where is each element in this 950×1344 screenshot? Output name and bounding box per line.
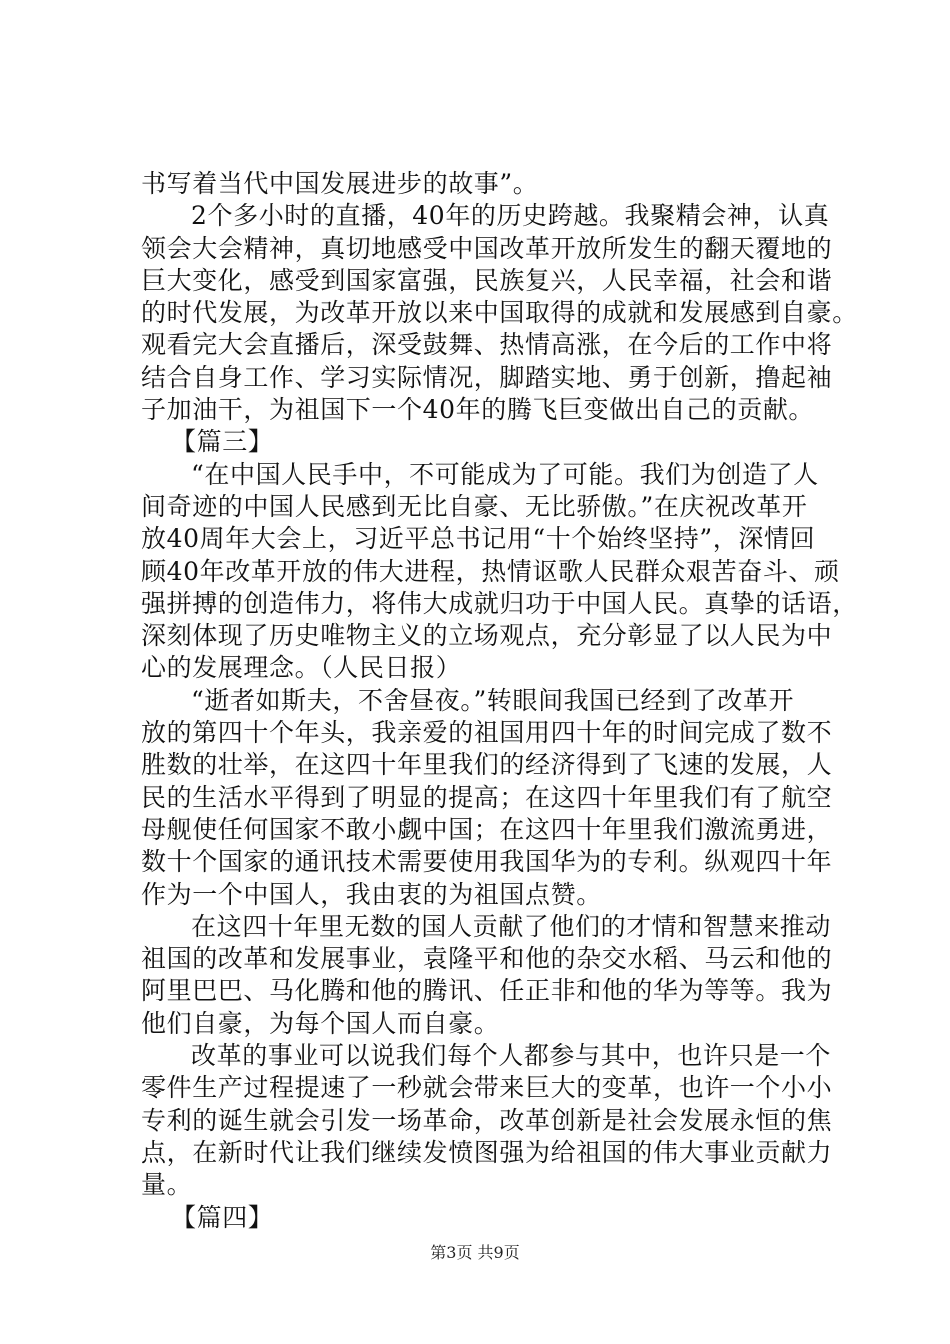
section-heading: 【篇三】 xyxy=(171,427,274,457)
text-line: 改革的事业可以说我们每个人都参与其中，也许只是一个 xyxy=(191,1041,832,1071)
text-line: 书写着当代中国发展进步的故事”。 xyxy=(141,169,539,198)
text-line: 强拼搏的创造伟力，将伟大成就归功于中国人民。真挚的话语， xyxy=(141,588,858,618)
text-line: 的时代发展，为改革开放以来中国取得的成就和发展感到自豪。 xyxy=(141,298,858,328)
text-line: 深刻体现了历史唯物主义的立场观点，充分彰显了以人民为中 xyxy=(141,621,833,651)
text-line: 作为一个中国人，我由衷的为祖国点赞。 xyxy=(141,879,602,909)
text-line: 量。 xyxy=(141,1170,193,1200)
text-line: 间奇迹的中国人民感到无比自豪、无比骄傲。”在庆祝改革开 xyxy=(141,491,808,521)
text-line: 点，在新时代让我们继续发愤图强为给祖国的伟大事业贡献力 xyxy=(141,1137,833,1167)
text-line: “逝者如斯夫，不舍昼夜。”转眼间我国已经到了改革开 xyxy=(191,685,795,715)
page-footer: 第3页 共9页 xyxy=(430,1243,520,1262)
text-line: 民的生活水平得到了明显的提高；在这四十年里我们有了航空 xyxy=(141,782,833,812)
text-line: 领会大会精神，真切地感受中国改革开放所发生的翻天覆地的 xyxy=(141,233,833,263)
text-line: 结合自身工作、学习实际情况，脚踏实地、勇于创新，撸起袖 xyxy=(141,362,833,392)
text-line: 阿里巴巴、马化腾和他的腾讯、任正非和他的华为等等。我为 xyxy=(141,976,833,1006)
text-line: 在这四十年里无数的国人贡献了他们的才情和智慧来推动 xyxy=(191,911,832,941)
text-line: 顾40年改革开放的伟大进程，热情讴歌人民群众艰苦奋斗、顽 xyxy=(141,556,840,586)
text-line: “在中国人民手中，不可能成为了可能。我们为创造了人 xyxy=(191,459,819,489)
document-body xyxy=(141,168,858,1234)
text-line: 专利的诞生就会引发一场革命，改革创新是社会发展永恒的焦 xyxy=(141,1105,833,1135)
text-line: 心的发展理念。（人民日报） xyxy=(141,653,462,683)
text-line: 母舰使任何国家不敢小觑中国；在这四十年里我们激流勇进， xyxy=(141,814,833,844)
text-line: 他们自豪，为每个国人而自豪。 xyxy=(141,1008,500,1038)
text-line: 2个多小时的直播，40年的历史跨越。我聚精会神，认真 xyxy=(191,201,830,231)
text-line: 数十个国家的通讯技术需要使用我国华为的专利。纵观四十年 xyxy=(141,847,833,877)
text-line: 祖国的改革和发展事业，袁隆平和他的杂交水稻、马云和他的 xyxy=(141,944,833,974)
text-line: 放40周年大会上，习近平总书记用“十个始终坚持”，深情回 xyxy=(141,524,816,554)
text-line: 巨大变化，感受到国家富强，民族复兴，人民幸福，社会和谐 xyxy=(141,265,833,295)
text-line: 放的第四十个年头，我亲爱的祖国用四十年的时间完成了数不 xyxy=(141,718,833,748)
text-line: 胜数的壮举，在这四十年里我们的经济得到了飞速的发展，人 xyxy=(141,750,833,780)
section-heading: 【篇四】 xyxy=(171,1202,274,1232)
text-line: 观看完大会直播后，深受鼓舞、热情高涨，在今后的工作中将 xyxy=(141,330,833,360)
text-line: 子加油干，为祖国下一个40年的腾飞巨变做出自己的贡献。 xyxy=(141,395,815,425)
text-line: 零件生产过程提速了一秒就会带来巨大的变革，也许一个小小 xyxy=(141,1073,833,1103)
